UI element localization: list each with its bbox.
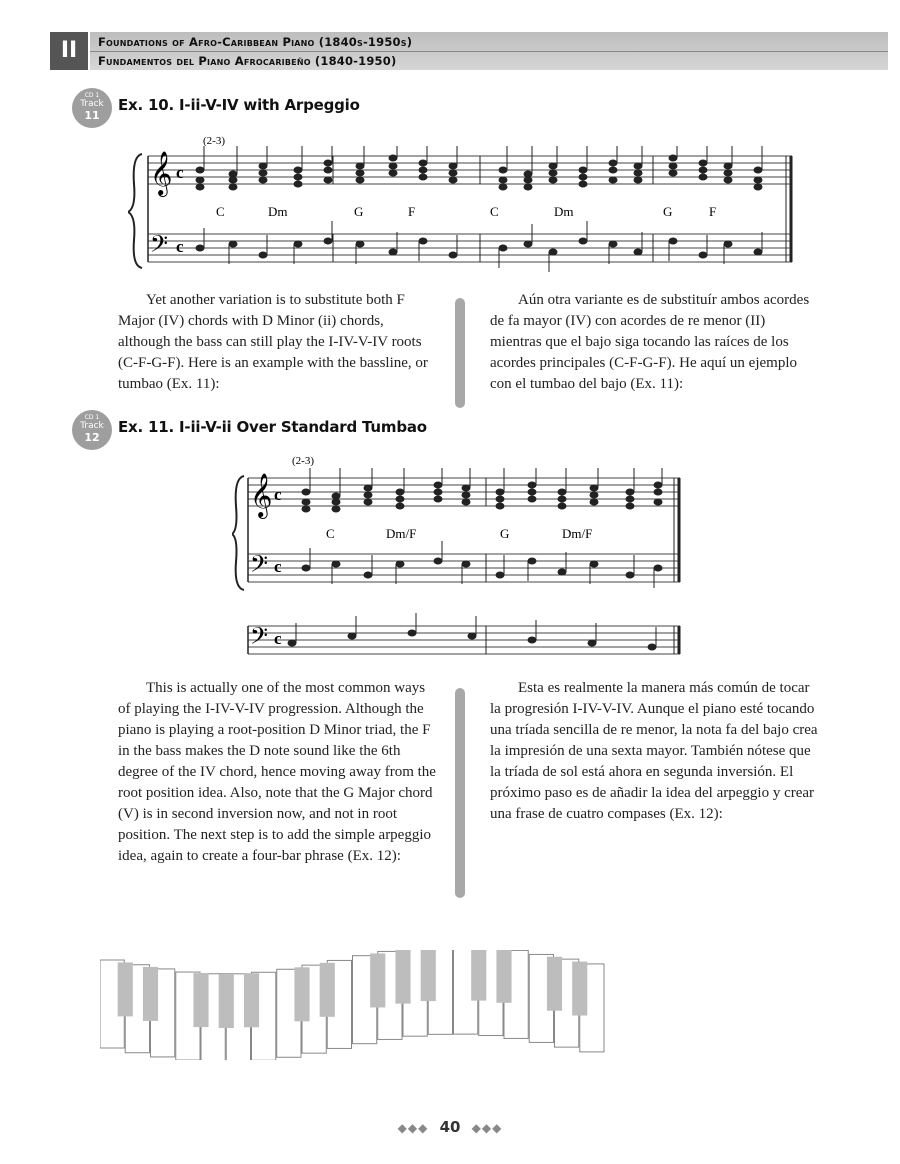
time-signature-bass: c [274,557,282,576]
chord-symbol: C [216,204,225,219]
note-head [609,177,617,183]
chapter-title-en: Foundations of Afro-Caribbean Piano (1840s-1950s) [98,35,413,49]
note-head [462,561,470,567]
note-head [332,561,340,567]
note-head [196,245,204,251]
chord-symbol: F [709,204,717,219]
note-head [356,163,364,169]
piano-keys [100,950,604,1060]
note-head [332,493,340,499]
treble-staff [148,156,792,184]
black-key [219,974,234,1028]
time-signature-bass: c [176,237,184,256]
note-head [259,252,267,258]
note-head [364,492,372,498]
black-key [395,950,410,1004]
note-head [634,163,642,169]
note-head [496,503,504,509]
note-head [524,241,532,247]
note-head [626,572,634,578]
note-head [229,177,237,183]
chord-symbol: C [490,204,499,219]
note-head [324,160,332,166]
barlines [148,156,791,262]
note-head [462,499,470,505]
note-head [302,499,310,505]
fingering-label: (2-3) [203,135,225,147]
track-number: 11 [84,109,100,122]
note-head [419,238,427,244]
staff-brace [128,154,142,268]
note-head [590,485,598,491]
treble-clef: 𝄞 [150,153,173,195]
note-head [524,177,532,183]
bass-staff [148,234,792,262]
note-head [496,489,504,495]
note-head [528,489,536,495]
note-head [259,177,267,183]
note-head [434,496,442,502]
note-head [699,167,707,173]
note-head [654,499,662,505]
note-head [462,485,470,491]
note-head [699,252,707,258]
time-signature-treble: c [176,163,184,182]
note-head [669,155,677,161]
note-head [449,170,457,176]
note-head [609,167,617,173]
chord-symbol: G [354,204,364,219]
page-footer [0,1118,900,1136]
black-key [471,950,486,1001]
note-head [754,184,762,190]
note-head [626,489,634,495]
note-head [419,160,427,166]
note-head [324,238,332,244]
footer-ornament-left: ◆◆◆ [397,1121,429,1135]
note-head [229,171,237,177]
note-head [499,245,507,251]
paragraph-es-1: Aún otra variante es de substituír ambos acordes de fa mayor (IV) con acordes de re menor (II) mientras que el bajo siga tocando las raíces de los acordes principales (C-F-G-F). He aquí un ejemplo con el tumbao del bajo (Ex. 11): [490,292,810,392]
note-head [634,177,642,183]
note-head [348,633,356,639]
chapter-title-bar [90,32,888,70]
note-head [528,482,536,488]
note-head [648,644,656,650]
notes-ex11 [288,468,662,650]
bass-clef: 𝄢 [250,552,269,583]
chord-symbol: F [408,204,416,219]
note-head [669,238,677,244]
note-head [590,499,598,505]
note-head [449,177,457,183]
note-head [419,174,427,180]
note-head [324,177,332,183]
bass-clef: 𝄢 [250,624,269,655]
black-key [370,953,385,1007]
black-key [244,973,259,1027]
note-head [389,170,397,176]
note-head [356,177,364,183]
note-head [196,167,204,173]
note-head [396,561,404,567]
note-head [626,496,634,502]
note-head [654,482,662,488]
note-head [356,170,364,176]
time-signature-tumbao: c [274,629,282,648]
note-head [590,492,598,498]
header-divider [90,51,888,52]
note-head [549,249,557,255]
track-label: Track [80,99,104,109]
note-head [389,249,397,255]
chord-symbol: Dm/F [386,526,417,541]
example-title: Ex. 11. I-ii-V-ii Over Standard Tumbao [118,418,427,436]
cd-label: CD 1 [84,92,100,99]
note-head [699,174,707,180]
note-head [579,167,587,173]
tumbao-staff [248,626,680,654]
note-head [634,170,642,176]
piano-keyboard-illustration [100,950,605,1060]
note-head [754,249,762,255]
cd-track-badge [72,88,112,128]
note-head [524,184,532,190]
footer-ornament-right: ◆◆◆ [471,1121,503,1135]
note-head [496,572,504,578]
note-head [558,496,566,502]
chord-symbol: G [663,204,673,219]
chapter-title-es: Fundamentos del Piano Afrocaribeño (1840-1950) [98,54,397,68]
black-key [496,950,511,1003]
note-head [724,241,732,247]
note-head [724,163,732,169]
note-head [754,167,762,173]
chord-symbol: G [500,526,510,541]
note-head [302,506,310,512]
note-head [588,640,596,646]
note-head [389,163,397,169]
black-key [320,963,335,1017]
fingering-label: (2-3) [292,455,314,467]
note-head [496,496,504,502]
example-title: Ex. 10. I-ii-V-IV with Arpeggio [118,96,360,114]
note-head [196,177,204,183]
black-key [118,962,133,1016]
note-head [669,170,677,176]
chord-symbol: Dm [554,204,574,219]
note-head [332,506,340,512]
note-head [449,252,457,258]
note-head [294,167,302,173]
note-head [434,558,442,564]
note-head [434,489,442,495]
note-head [396,489,404,495]
black-key [193,973,208,1027]
column-divider [455,298,465,408]
note-head [229,241,237,247]
note-head [408,630,416,636]
treble-clef: 𝄞 [250,475,273,517]
bass-clef: 𝄢 [150,232,169,263]
note-head [499,177,507,183]
black-key [294,967,309,1021]
note-head [754,177,762,183]
note-head [434,482,442,488]
note-head [288,640,296,646]
bass-staff [248,554,680,582]
note-head [634,249,642,255]
note-head [579,174,587,180]
chord-symbol: C [326,526,335,541]
note-head [654,489,662,495]
time-signature-treble: c [274,485,282,504]
chord-symbol: Dm/F [562,526,593,541]
note-head [724,170,732,176]
note-head [294,241,302,247]
note-head [549,177,557,183]
note-head [654,565,662,571]
note-head [468,633,476,639]
page-number: 40 [439,1118,461,1136]
cd-label: CD 1 [84,414,100,421]
note-head [449,163,457,169]
note-head [259,163,267,169]
note-head [499,167,507,173]
note-head [524,171,532,177]
note-head [699,160,707,166]
note-head [590,561,598,567]
chapter-header [50,32,888,70]
paragraph-en-2: This is actually one of the most common ways of playing the I-IV-V-IV progression. Although the piano is playing a root-position D Minor triad, the F in the bass makes the D note sound like the 6th degree of the IV chord, hence moving away from the root position idea. Also, note that the G Major chord (V) is in second inversion now, and not in root position. The next step is to add the simple arpeggio idea, again to create a four-bar phrase (Ex. 12): [118,680,436,864]
staff-brace [232,476,244,590]
note-head [528,558,536,564]
note-head [294,181,302,187]
note-head [558,489,566,495]
note-head [196,184,204,190]
note-head [558,569,566,575]
note-head [579,238,587,244]
column-divider [455,688,465,898]
note-head [626,503,634,509]
note-head [396,496,404,502]
note-head [259,170,267,176]
note-head [356,241,364,247]
paragraph-es-2: Esta es realmente la manera más común de tocar la progresión I-IV-V-IV. Aunque el piano esté tocando una tríada sencilla de re menor, la nota fa del bajo crea la impresión de una sexta mayor. También nótese que la tríada de sol está ahora en segunda inversión. El próximo paso es de añadir la idea del arpeggio y crear una frase de cuatro compases (Ex. 12): [490,680,818,822]
note-head [528,496,536,502]
chapter-number: II [50,32,88,70]
note-head [528,637,536,643]
note-head [499,184,507,190]
chord-symbols-ex10 [216,204,716,219]
track-label: Track [80,421,104,431]
note-head [669,163,677,169]
note-head [229,184,237,190]
track-number: 12 [84,431,100,444]
note-head [294,174,302,180]
note-head [364,572,372,578]
cd-track-badge [72,410,112,450]
note-head [396,503,404,509]
music-score-ex10 [128,128,796,274]
note-head [724,177,732,183]
note-head [302,565,310,571]
note-head [324,167,332,173]
note-head [364,485,372,491]
note-head [549,170,557,176]
note-head [364,499,372,505]
note-head [419,167,427,173]
note-head [609,160,617,166]
black-key [547,957,562,1011]
note-head [609,241,617,247]
note-head [549,163,557,169]
black-key [572,962,587,1016]
black-key [143,967,158,1021]
note-head [558,503,566,509]
note-head [462,492,470,498]
chord-symbols-ex11 [326,526,592,541]
black-key [421,950,436,1001]
paragraph-en-1: Yet another variation is to substitute both F Major (IV) chords with D Minor (ii) chords, although the bass can still play the I-IV-V-IV roots (C-F-G-F). Here is an example with the bassline, or tumbao (Ex. 11): [118,292,428,392]
note-head [332,499,340,505]
chord-symbol: Dm [268,204,288,219]
music-score-ex11 [232,450,684,660]
note-head [579,181,587,187]
note-head [302,489,310,495]
note-head [389,155,397,161]
